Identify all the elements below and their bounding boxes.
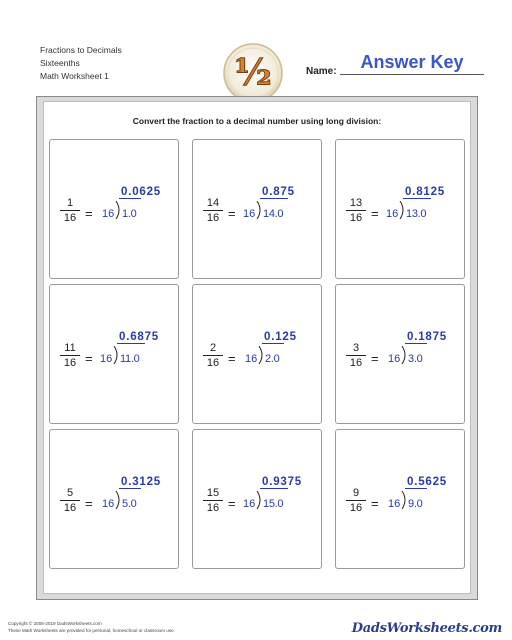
fraction-bar <box>346 210 366 211</box>
dividend: 11.0 <box>120 353 140 365</box>
fraction-denominator: 16 <box>206 357 220 369</box>
problem-card <box>192 284 322 424</box>
fraction-numerator: 11 <box>64 342 76 354</box>
divisor: 16 <box>245 353 258 365</box>
equals-sign: = <box>228 351 236 366</box>
fraction <box>202 197 224 224</box>
dividend: 2.0 <box>265 353 280 365</box>
equals-sign: = <box>371 351 379 366</box>
fraction-numerator: 9 <box>352 487 360 499</box>
fraction-denominator: 16 <box>206 502 220 514</box>
fraction <box>59 197 81 224</box>
quotient-answer: 0.8125 <box>405 186 445 198</box>
problem-sheet-inner <box>43 101 471 594</box>
dividend: 5.0 <box>122 498 137 510</box>
quotient-answer: 0.3125 <box>121 476 161 488</box>
footer-notice <box>8 620 175 634</box>
fraction-numerator: 2 <box>209 342 217 354</box>
divisor: 16 <box>102 208 115 220</box>
answer-key-title: Answer Key <box>360 52 464 72</box>
fraction-logo-icon <box>222 42 284 104</box>
fraction-bar <box>60 500 80 501</box>
fraction-numerator: 5 <box>66 487 74 499</box>
problem-card <box>49 429 179 569</box>
problem-card <box>335 284 465 424</box>
equals-sign: = <box>371 206 379 221</box>
logo-text: ½ <box>234 52 272 94</box>
fraction-bar <box>203 210 223 211</box>
quotient-answer: 0.0625 <box>121 186 161 198</box>
name-label: Name: <box>306 66 337 77</box>
instructions: Convert the fraction to a decimal number using long division: <box>132 116 382 126</box>
fraction-numerator: 13 <box>349 197 363 209</box>
quotient-answer: 0.6875 <box>119 331 159 343</box>
quotient-answer: 0.9375 <box>262 476 302 488</box>
division-vinculum <box>405 488 427 489</box>
fraction <box>345 342 367 369</box>
quotient-answer: 0.1875 <box>407 331 447 343</box>
fraction-numerator: 1 <box>66 197 74 209</box>
fraction-numerator: 3 <box>352 342 360 354</box>
dividend: 9.0 <box>408 498 423 510</box>
fraction <box>345 197 367 224</box>
division-vinculum <box>405 343 427 344</box>
fraction <box>345 487 367 514</box>
fraction-denominator: 16 <box>349 212 363 224</box>
dividend: 3.0 <box>408 353 423 365</box>
problem-card <box>192 139 322 279</box>
fraction <box>59 342 81 369</box>
divisor: 16 <box>243 498 256 510</box>
worksheet-title: Fractions to Decimals <box>40 45 122 55</box>
dividend: 14.0 <box>263 208 284 220</box>
copyright-text: Copyright © 2008-2019 DadsWorksheets.com <box>8 621 102 626</box>
fraction-denominator: 16 <box>63 502 77 514</box>
fraction-bar <box>346 355 366 356</box>
division-vinculum <box>260 198 288 199</box>
problem-card <box>192 429 322 569</box>
equals-sign: = <box>85 496 93 511</box>
dividend: 13.0 <box>406 208 427 220</box>
name-underline <box>340 74 484 75</box>
fraction-bar <box>60 355 80 356</box>
equals-sign: = <box>85 206 93 221</box>
fraction-denominator: 16 <box>206 212 220 224</box>
worksheet-header <box>40 44 122 83</box>
fraction-denominator: 16 <box>63 212 77 224</box>
fraction <box>202 342 224 369</box>
divisor: 16 <box>388 498 401 510</box>
problem-card <box>49 284 179 424</box>
fraction-bar <box>346 500 366 501</box>
quotient-answer: 0.5625 <box>407 476 447 488</box>
equals-sign: = <box>371 496 379 511</box>
fraction-denominator: 16 <box>63 357 77 369</box>
division-vinculum <box>262 343 284 344</box>
equals-sign: = <box>228 206 236 221</box>
problem-sheet <box>36 96 478 600</box>
division-vinculum <box>119 198 141 199</box>
fraction-denominator: 16 <box>349 357 363 369</box>
divisor: 16 <box>243 208 256 220</box>
division-vinculum <box>403 198 431 199</box>
division-vinculum <box>260 488 288 489</box>
fraction-bar <box>60 210 80 211</box>
divisor: 16 <box>386 208 399 220</box>
fraction-numerator: 15 <box>206 487 220 499</box>
quotient-answer: 0.875 <box>262 186 295 198</box>
problem-card <box>49 139 179 279</box>
brand-logo: DadsWorksheets.com <box>351 621 502 636</box>
worksheet-number: Math Worksheet 1 <box>40 71 109 81</box>
problem-card <box>335 429 465 569</box>
fraction <box>202 487 224 514</box>
equals-sign: = <box>85 351 93 366</box>
fraction-denominator: 16 <box>349 502 363 514</box>
division-vinculum <box>119 488 141 489</box>
problem-card <box>335 139 465 279</box>
divisor: 16 <box>388 353 401 365</box>
dividend: 1.0 <box>122 208 137 220</box>
worksheet-subtitle: Sixteenths <box>40 58 80 68</box>
usage-notice: These Math Worksheets are provided for personal, homeschool or classroom use. <box>8 628 175 633</box>
quotient-answer: 0.125 <box>264 331 297 343</box>
fraction-numerator: 14 <box>206 197 220 209</box>
fraction <box>59 487 81 514</box>
equals-sign: = <box>228 496 236 511</box>
fraction-bar <box>203 500 223 501</box>
dividend: 15.0 <box>263 498 284 510</box>
division-vinculum <box>117 343 145 344</box>
divisor: 16 <box>100 353 113 365</box>
fraction-bar <box>203 355 223 356</box>
divisor: 16 <box>102 498 115 510</box>
